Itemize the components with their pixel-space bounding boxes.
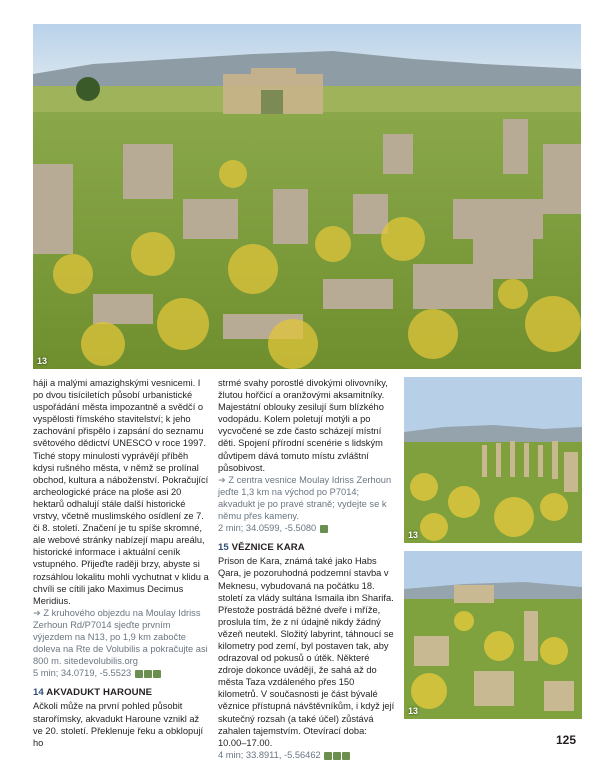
side-photo-bottom [404,551,582,719]
section-title: VĚZNICE KARA [231,542,305,554]
directions-text: Z kruhového objezdu na Moulay Idriss Zerhoun Rd/P7014 sjeďte prvním výjezdem na N13, po 1,9 km zabočte doleva na Rte de Volubilis a pokračujte asi 800 m. sitedevolubilis.org [33,607,208,667]
toilet-icon [342,752,350,760]
directions [33,607,209,667]
body-paragraph: strmé svahy porostlé divokými olivovníky, žlutou hořčicí a oranžovými aksamitníky. Majestátní oblouky zesilují šum blízkého vodopádu. Kolem poletují motýli a po vycvočené se zde často scházejí místní děti. Spojení přírodní scenérie s lidským důvtipem dává tomuto místu zvláštní působivost. [218,378,388,473]
facility-icons [134,669,161,681]
section-title: AKVADUKT HAROUNE [46,687,153,699]
main-photo [33,24,581,369]
gps-line [218,749,395,763]
gps-text: 5 min; 34.0719, -5.5523 [33,668,132,679]
side-photo-top [404,377,582,543]
gps-text: 4 min; 33.8911, -5.56462 [218,749,321,760]
body-paragraph: Prison de Kara, známá také jako Habs Qara, je pozoruhodná podzemní stavba v Meknesu, vybudovaná na počátku 18. století za vlády sultána Ismaila ibn Sharifa. Přestože postrádá běžné dveře i mříže, proslula tím, že z ní údajně nikdy žádný vězeň neutekl. Složitý labyrint, táhnoucí se kilometry pod zemí, byl postaven tak, aby odrazoval od pokusů o útěk. Některé zdroje dokonce uvádějí, že sahá až do města Taza vzdáleného přes 150 kilometrů. V současnosti je část bývalé věznice přístupná návštěvníkům, i když její skutečný rozsah (a také účel) zůstává zahalen tajemstvím. Otevírací doba: 10.00–17.00. [218,556,395,748]
photo-number: 13 [408,530,419,540]
gps-line [218,522,395,536]
columns-ruins-image [404,377,582,543]
arrow-icon: ➜ [33,607,44,618]
facility-icons [323,751,350,763]
parking-icon [320,525,328,533]
text-column-1 [33,377,209,749]
parking-icon [144,670,152,678]
gps-text: 2 min; 34.0599, -5.5080 [218,523,317,534]
gps-line [33,667,209,681]
ticket-icon [135,670,143,678]
photo-number: 13 [37,356,48,366]
section-number: 15 [218,542,229,554]
body-paragraph: Ačkoli může na první pohled působit starořímsky, akvadukt Haroune vznikl až ve 20. století. Překlenuje řeku a obklopují ho [33,701,204,748]
section-heading [33,687,209,699]
volubilis-ruins-image [33,24,581,369]
photo-number: 13 [408,706,419,716]
page-number: 125 [555,733,576,747]
body-paragraph: háji a malými amazighskými vesnicemi. I po dvou tisíciletích působí urbanistické uspořádání města impozantně a svědčí o vyspělosti římského stavitelství; k jeho zachování přispělo i zapsání do seznamu světového dědictví UNESCO v roce 1997. Tiché stopy minulosti vyprávějí příběh kdysi rušného města, v němž se prolínal obchod, kultura a náboženství. Pokračující archeologické práce na ploše asi 20 hektarů odhalují stále další historické vrstvy, včetně muslimského osídlení ze 7. či 8. století. Značení je tu spíše skromné, ale webové stránky nabízejí mapu areálu, historické informace i aktuální ceník vstupného. Přijeďte raději brzy, abyste si rozsáhlou lokalitu mohli vychutnat v klidu a chvíli se cítili jako Maximus Decimus Meridius. [33,378,209,606]
text-column-2 [218,377,395,763]
ticket-icon [324,752,332,760]
facility-icons [319,524,328,536]
section-number: 14 [33,687,44,699]
parking-icon [333,752,341,760]
directions [218,474,395,522]
ruins-field-image [404,551,582,719]
section-heading [218,542,395,554]
arrow-icon: ➜ [218,474,229,485]
directions-text: Z centra vesnice Moulay Idriss Zerhoun jeďte 1,3 km na východ po P7014; akvadukt je po pravé straně; vydejte se k němu přes kameny. [218,474,392,522]
toilet-icon [153,670,161,678]
